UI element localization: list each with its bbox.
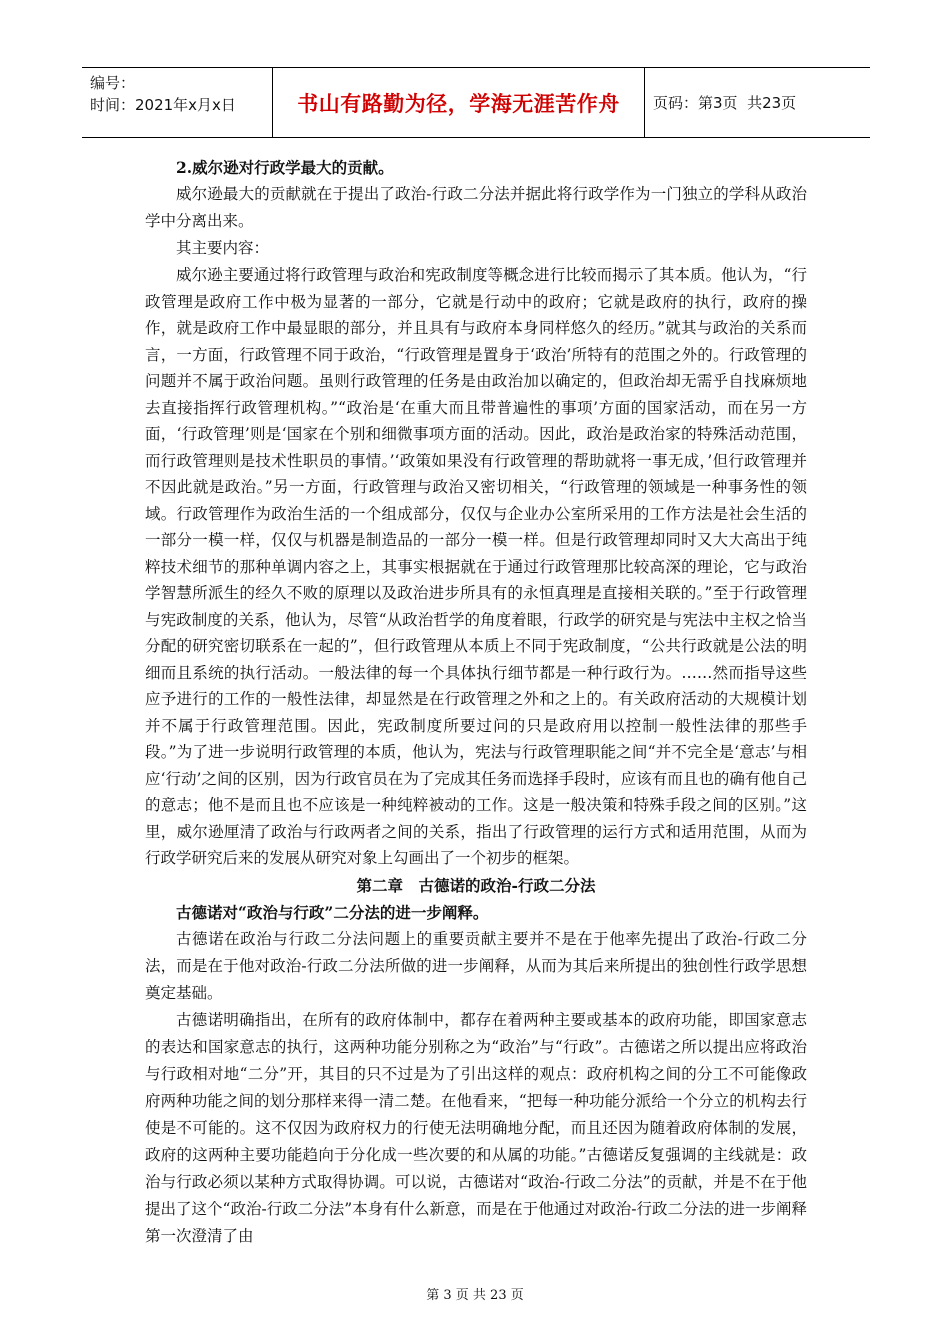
paragraph: 威尔逊主要通过将行政管理与政治和宪政制度等概念进行比较而揭示了其本质。他认为，“行政管理是政府工作中极为显著的一部分，它就是行动中的政府；它就是政府的执行，政府的操作，就是政府工作中最显眼的部分，并且具有与政府本身同样悠久的经历。”就其与政治的关系而言，一方面，行政管理不同于政治，“行政管理是置身于‘政治’所特有的范围之外的。行政管理的问题并不属于政治问题。虽则行政管理的任务是由政治加以确定的，但政治却无需乎自找麻烦地去直接指挥行政管理机构。”“政治是‘在重大而且带普遍性的事项’方面的国家活动，而在另一方面，‘行政管理’则是‘国家在个别和细微事项方面的活动。因此，政治是政治家的特殊活动范围，而行政管理则是技术性职员的事情。’‘政策如果没有行政管理的帮助就将一事无成，’但行政管理并不因此就是政治。”另一方面，行政管理与政治又密切相关，“行政管理的领域是一种事务性的领域。行政管理作为政治生活的一个组成部分，仅仅与企业办公室所采用的工作方法是社会生活的一部分一模一样，仅仅与机器是制造品的一部分一模一样。但是行政管理却同时又大大高出于纯粹技术细节的那种单调内容之上，其事实根据就在于通过行政管理那比较高深的理论，它与政治学智慧所派生的经久不败的原理以及政治进步所具有的永恒真理是直接相关联的。”至于行政管理与宪政制度的关系，他认为，尽管“从政治哲学的角度着眼，行政学的研究是与宪法中主权之恰当分配的研究密切联系在一起的”，但行政管理从本质上不同于宪政制度，“公共行政就是公法的明细而且系统的执行活动。一般法律的每一个具体执行细节都是一种行政行为。……然而指导这些应予进行的工作的一般性法律，却显然是在行政管理之外和之上的。有关政府活动的大规模计划并不属于行政管理范围。因此，宪政制度所要过问的只是政府用以控制一般性法律的那些手段。”为了进一步说明行政管理的本质，他认为，宪法与行政管理职能之间“并不完全是‘意志’与相应‘行动’之间的区别，因为行政官员在为了完成其任务而选择手段时，应该有而且也的确有他自己的意志；他不是而且也不应该是一种纯粹被动的工作。这是一般决策和特殊手段之间的区别。”这里，威尔逊厘清了政治与行政两者之间的关系，指出了行政管理的运行方式和适用范围，从而为行政学研究后来的发展从研究对象上勾画出了一个初步的框架。 (145, 266, 807, 867)
number-label: 编号： (90, 74, 136, 92)
paragraph: 古德诺明确指出，在所有的政府体制中，都存在着两种主要或基本的政府功能，即国家意志的表达和国家意志的执行，这两种功能分别称之为“政治”与“行政”。古德诺之所以提出应将政治与行政相对地“二分”开，其目的只不过是为了引出这样的观点：政府机构之间的分工不可能像政府两种功能之间的划分那样来得一清二楚。在他看来，“把每一种功能分派给一个分立的机构去行使是不可能的。这不仅因为政府权力的行使无法明确地分配，而且还因为随着政府体制的发展，政府的这两种主要功能趋向于分化成一些次要的和从属的功能。”古德诺反复强调的主线就是：政治与行政必须以某种方式取得协调。可以说，古德诺对“政治-行政二分法”的贡献，并是不在于他提出了这个“政治-行政二分法”本身有什么新意，而是在于他通过对政治-行政二分法的进一步阐释第一次澄清了由 (145, 1010, 807, 1245)
page-info-text: 页码：第3页 共23页 (653, 94, 797, 112)
paragraph: 其主要内容： (176, 239, 270, 257)
document-header (82, 67, 870, 138)
paragraph: 威尔逊最大的贡献就在于提出了政治-行政二分法并据此将行政学作为一门独立的学科从政治学中分离出来。 (145, 185, 807, 230)
document-body (145, 154, 807, 1250)
paragraph: 古德诺在政治与行政二分法问题上的重要贡献主要并不是在于他率先提出了政治-行政二分法，而是在于他对政治-行政二分法所做的进一步阐释，从而为其后来所提出的独创性行政学思想奠定基础。 (145, 929, 807, 1002)
time-label: 时间：2021年x月x日 (90, 96, 236, 114)
chapter-title: 第二章 古德诺的政治-行政二分法 (356, 875, 596, 895)
header-meta (82, 68, 273, 137)
section-heading-wilson: 2.威尔逊对行政学最大的贡献。 (176, 158, 394, 177)
section-heading-goodnow: 古德诺对“政治与行政”二分法的进一步阐释。 (176, 902, 489, 922)
header-motto: 书山有路勤为径，学海无涯苦作舟 (273, 68, 645, 137)
header-page-info (645, 68, 870, 137)
page-footer: 第 3 页 共 23 页 (426, 1288, 524, 1303)
